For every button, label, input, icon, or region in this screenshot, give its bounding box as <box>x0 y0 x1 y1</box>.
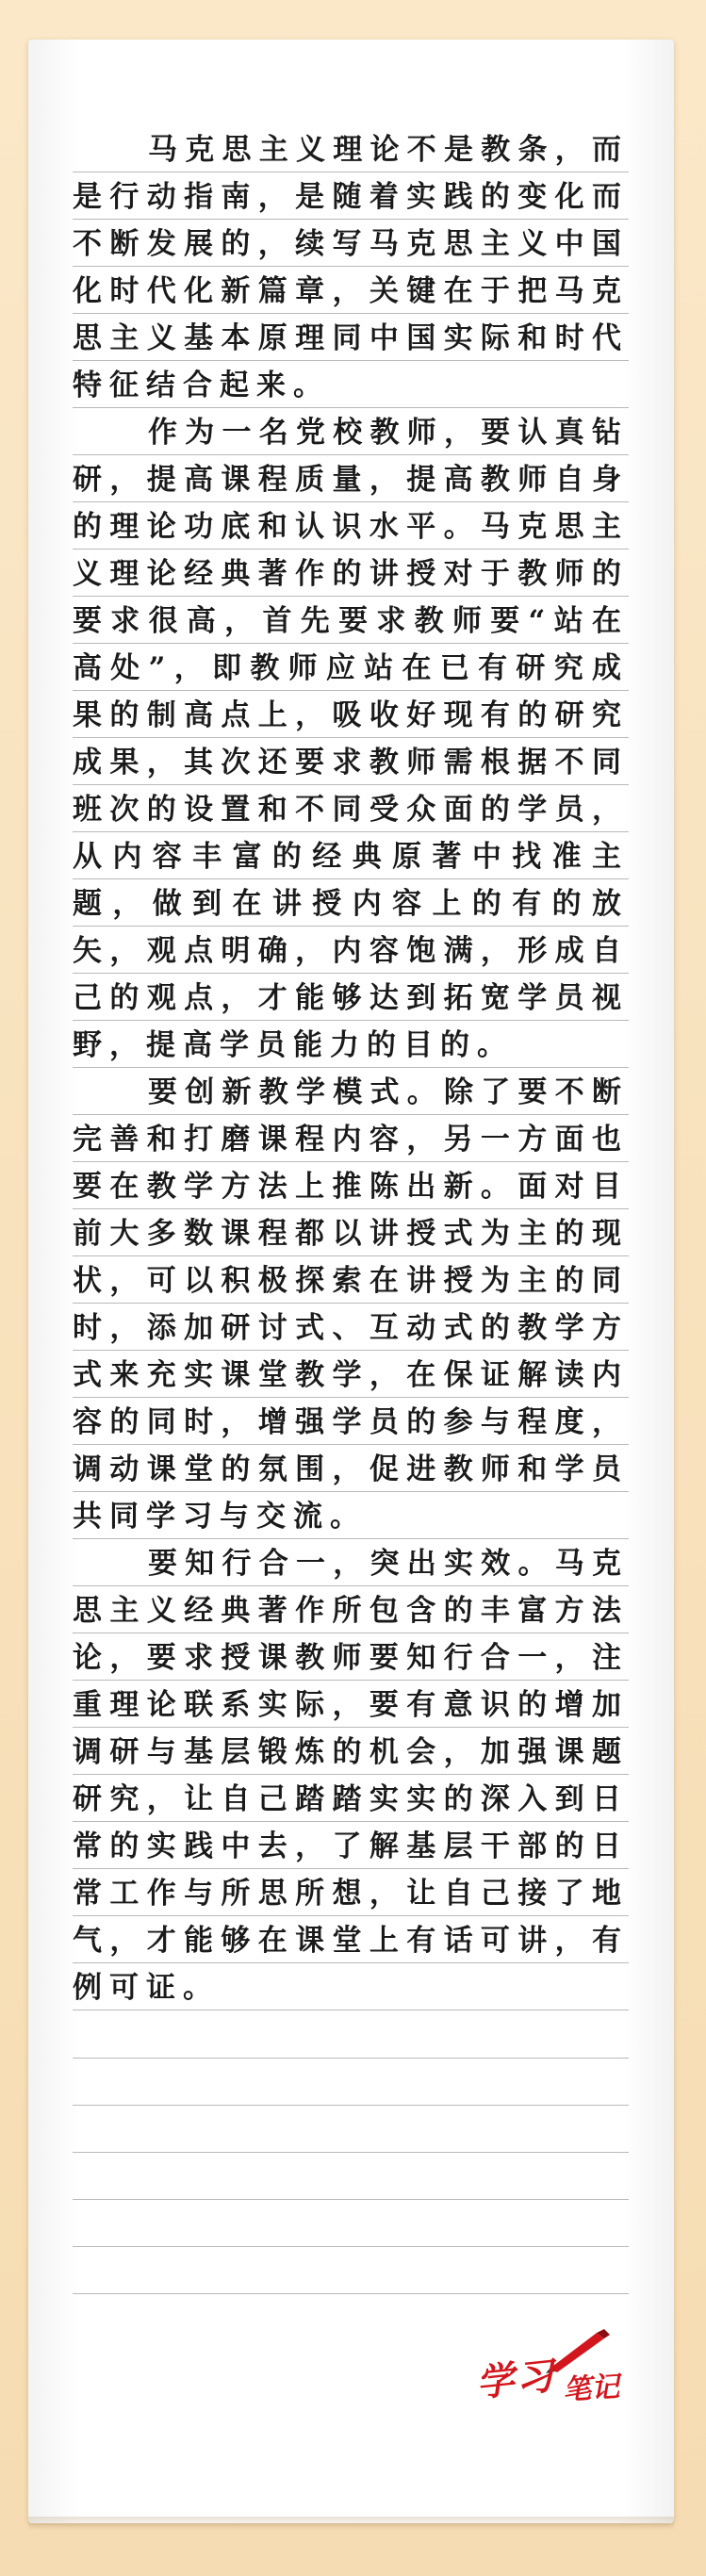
paragraph-2: 作为一名党校教师，要认真钻研，提高课程质量，提高教师自身的理论功底和认识水平。马克思主义理论经典著作的讲授对于教师的要求很高，首先要求教师要“站在高处”，即教师应站在已有研究成果的制高点上，吸收好现有的研究成果，其次还要求教师需根据不同班次的设置和不同受众面的学员，从内容丰富的经典原著中找准主题，做到在讲授内容上的有的放矢，观点明确，内容饱满，形成自己的观点，才能够达到拓宽学员视野，提高学员能力的目的。 <box>73 409 629 1069</box>
logo-text-sub: 笔记 <box>562 2370 621 2408</box>
ruled-line <box>73 2058 629 2059</box>
ruled-line <box>73 2105 629 2106</box>
paragraph-4: 要知行合一，突出实效。马克思主义经典著作所包含的丰富方法论，要求授课教师要知行合一，注重理论联系实际，要有意识的增加调研与基层锻炼的机会，加强课题研究，让自己踏踏实实的深入到日常的实践中去，了解基层干部的日常工作与所思所想，让自己接了地气，才能够在课堂上有话可讲，有例可证。 <box>73 1540 629 2011</box>
article-body <box>73 126 629 2011</box>
paragraph-3: 要创新教学模式。除了要不断完善和打磨课程内容，另一方面也要在教学方法上推陈出新。面对目前大多数课程都以讲授式为主的现状，可以积极探索在讲授为主的同时，添加研讨式、互动式的教学方式来充实课堂教学，在保证解读内容的同时，增强学员的参与程度，调动课堂的氛围，促进教师和学员共同学习与交流。 <box>73 1069 629 1540</box>
study-notes-logo <box>476 2333 636 2408</box>
ruled-line <box>73 2199 629 2200</box>
logo-text-main: 学习 <box>474 2353 558 2406</box>
ruled-line <box>73 2152 629 2153</box>
ruled-line <box>73 2293 629 2294</box>
paper-shadow <box>28 2517 674 2530</box>
paragraph-1: 马克思主义理论不是教条，而是行动指南，是随着实践的变化而不断发展的，续写马克思主义中国化时代化新篇章，关键在于把马克思主义基本原理同中国实际和时代特征结合起来。 <box>73 126 629 409</box>
ruled-line <box>73 2246 629 2247</box>
